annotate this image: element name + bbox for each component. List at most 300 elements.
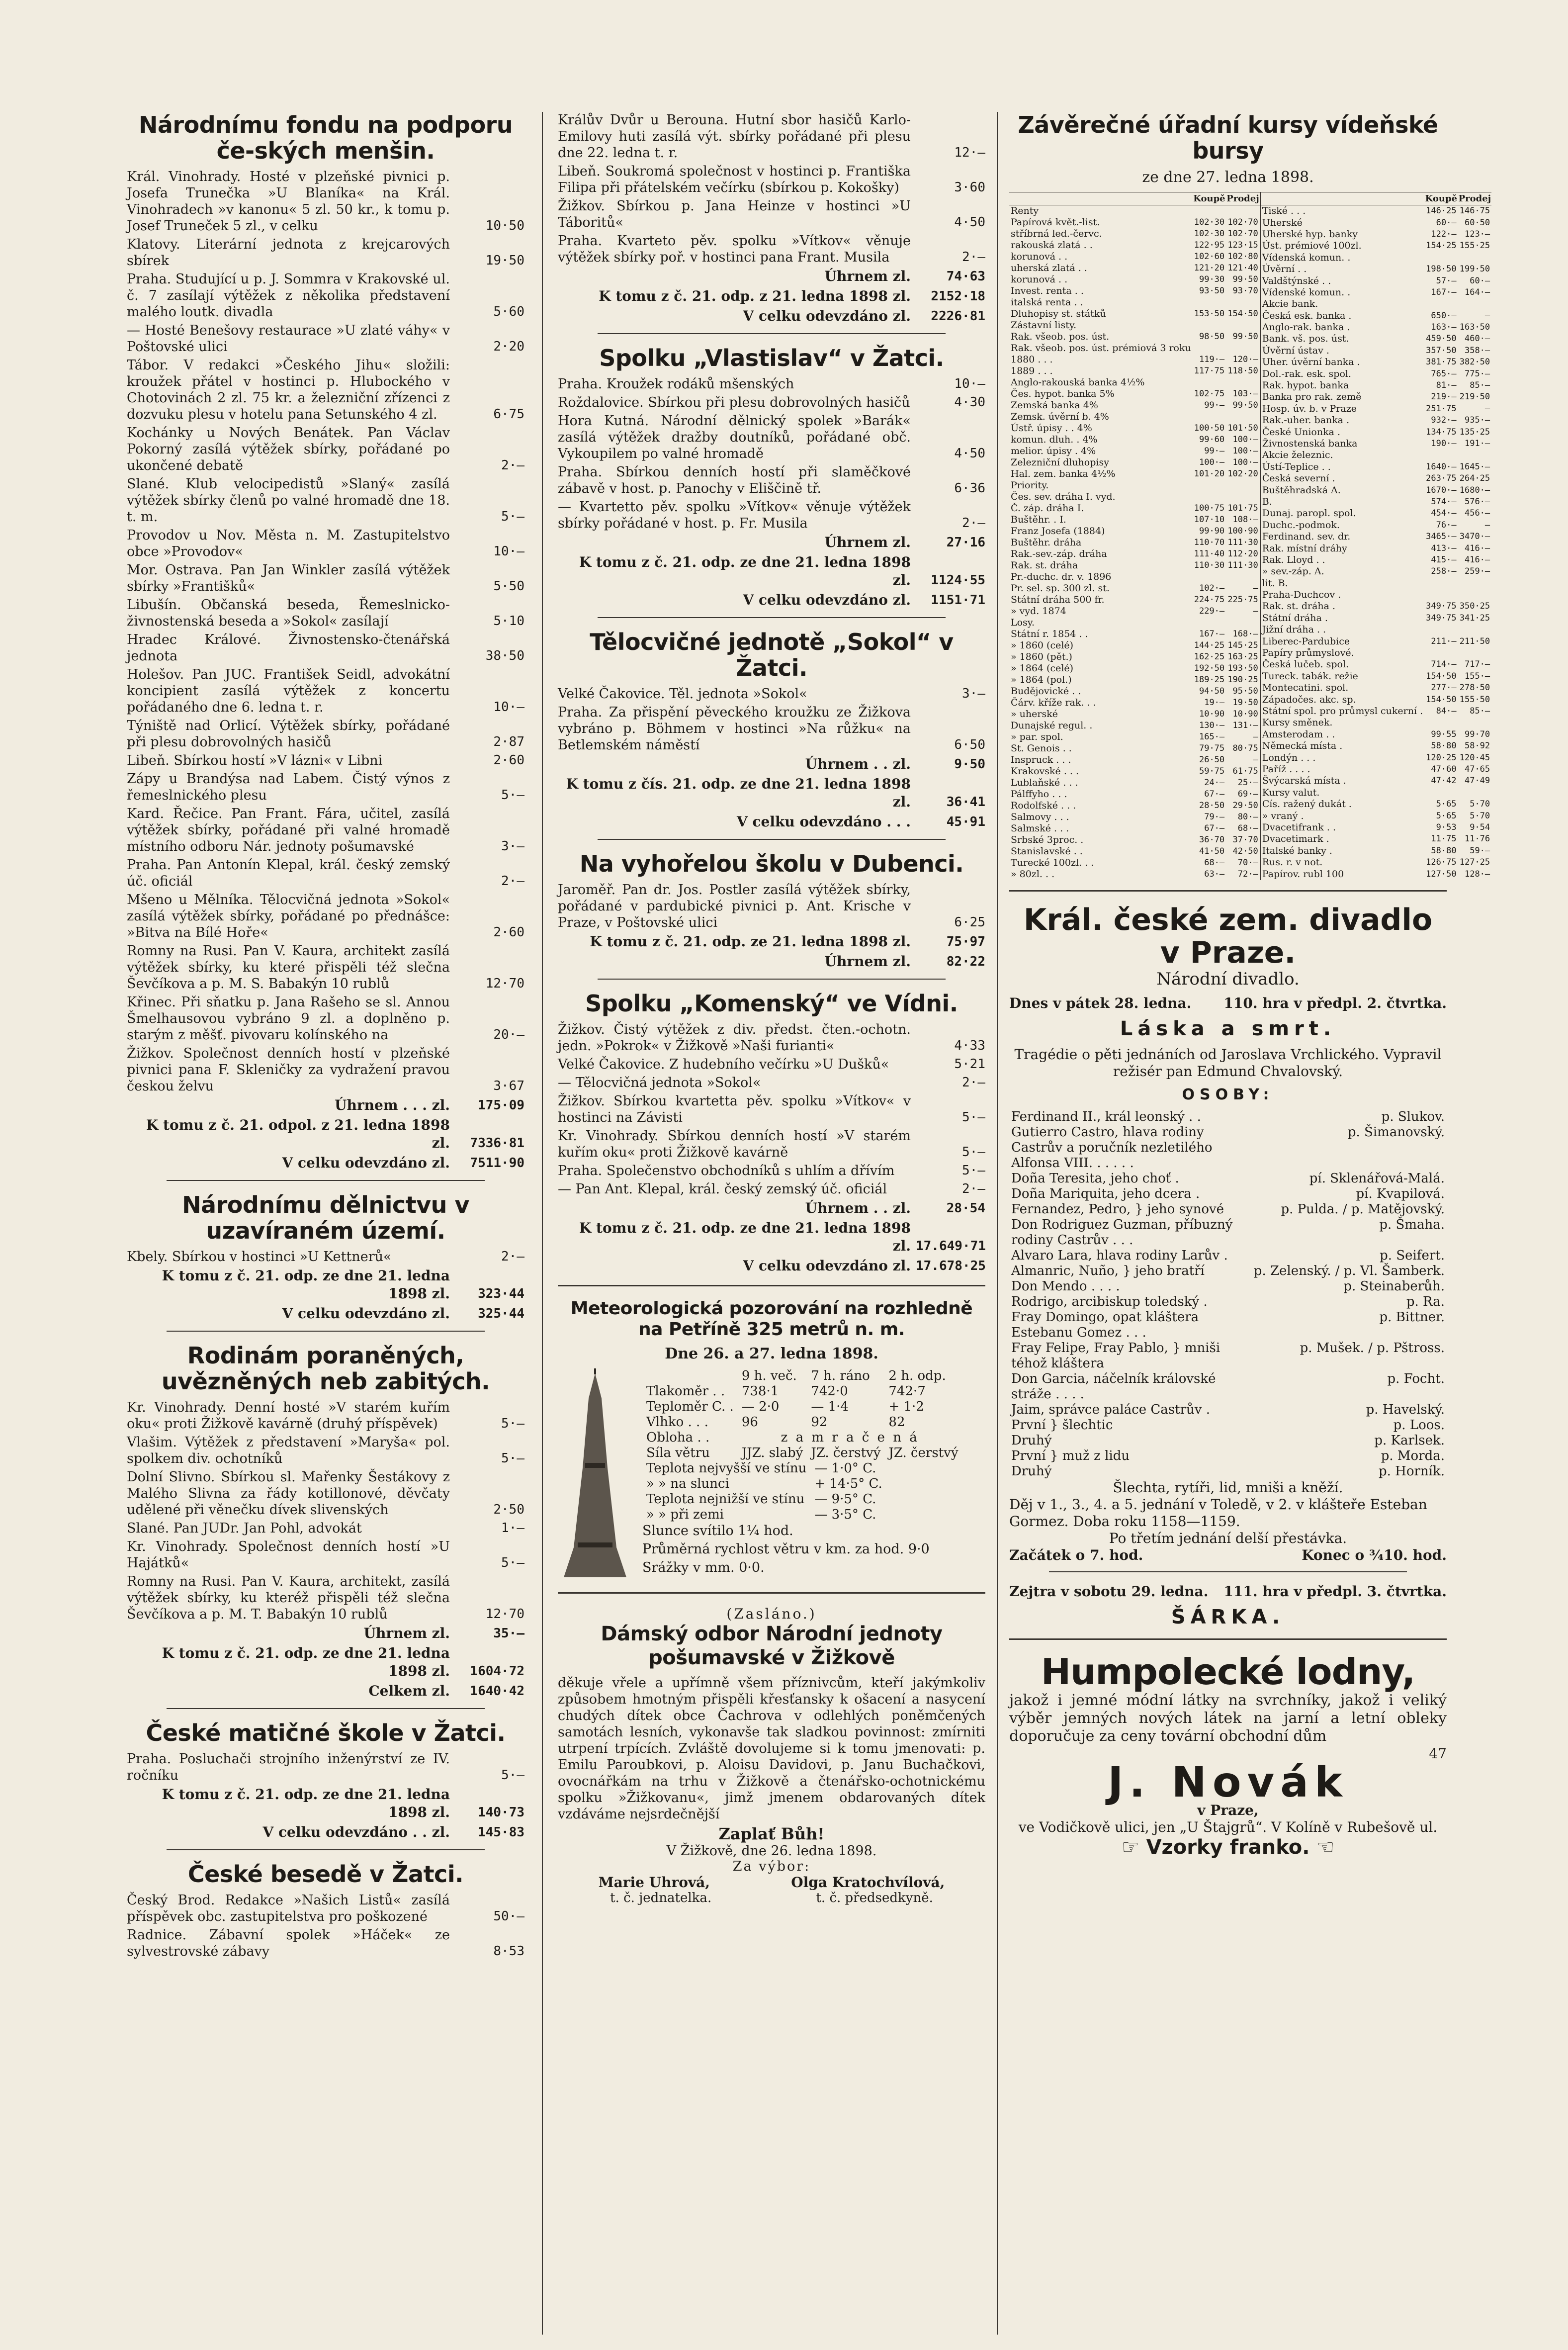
col-header: Koupě [1193,192,1226,205]
rate-row [1260,345,1491,357]
rate-label: Německá místa . [1262,740,1343,752]
entry-text: Žižkov. Sbírkou kvartetta pěv. spolku »Vítkov« v hostinci na Závisti [558,1093,911,1125]
rate-row [1260,531,1491,542]
rate-value: 61·75 [1232,766,1258,776]
rate-row [1260,857,1491,868]
cast-row [1009,1202,1447,1217]
rate-value: 102·20 [1227,469,1258,479]
entry-amount: 6·36 [954,481,985,496]
rate-value: 191·— [1464,439,1490,449]
rate-row [1260,391,1491,403]
end-time: Konec o ¾10. hod. [1302,1547,1447,1563]
rate-value: 100·90 [1227,526,1258,536]
rate-value: 63·— [1204,869,1225,879]
rate-value [1193,320,1226,331]
rate-row [1260,252,1491,264]
rate-label: Liberec-Pardubice [1262,635,1350,647]
cast-actor: pí. Kvapilová. [1356,1186,1445,1201]
rate-value [1424,717,1458,728]
rate-value: 155·25 [1459,241,1490,251]
rate-value: 102·70 [1227,217,1258,227]
section-title: Národnímu dělnictvu v uzavíraném území. [182,1191,469,1244]
rate-value: — [1253,755,1258,765]
entry-amount: 5·— [501,1768,524,1783]
rate-value: 145·25 [1227,640,1258,650]
rate-row [1009,743,1260,754]
rate-label: Kursy směnek. [1262,717,1333,728]
entry-amount: 2·20 [493,339,524,354]
rate-value: 118·50 [1227,366,1258,376]
rate-label: Úvěrní . . [1262,264,1307,275]
notice-title: Dámský odbor Národní jednoty pošumavské v Žižkově [601,1623,943,1669]
rate-value: 80·75 [1232,743,1258,753]
rate-value: 163·— [1431,322,1457,333]
divider [558,1285,985,1286]
meteo-date: Dne 26. a 27. ledna 1898. [665,1345,878,1362]
rate-value: 112·20 [1227,549,1258,559]
entry-amount: 8·53 [493,1944,524,1959]
rate-value: 126·75 [1426,857,1457,868]
rate-row [1260,380,1491,391]
entry-amount: 10·— [493,700,524,715]
entry-amount: 20·— [493,1027,524,1042]
rate-value: 67·— [1204,823,1225,833]
rate-value: 258·— [1431,566,1457,577]
rate-label: Švýcarská místa . [1262,775,1346,787]
rate-value: 144·25 [1194,640,1225,650]
rate-value [1226,205,1260,217]
rate-value: 111·30 [1227,538,1258,547]
rate-row [1009,457,1260,468]
cast-role: Fernandez, Pedro, } jeho synové [1011,1202,1224,1217]
rate-row [1009,274,1260,285]
rate-row [1260,706,1491,717]
rate-label: Buštěhr. . I. [1011,514,1066,525]
divider [1049,1571,1407,1572]
entry-amount: 2·— [962,1075,985,1090]
donation-entry [127,236,524,269]
divider [598,333,946,334]
entry-amount: 2·60 [493,925,524,940]
rate-value: 127·50 [1426,869,1457,879]
times-row [1009,1547,1447,1563]
previous-total: K tomu z č. 21. odp. z 21. ledna 1898 zl. 2152·18 [599,288,985,304]
cast-actor: p. Bittner. [1379,1310,1445,1325]
subtotal: Úhrnem . . . zl. 175·09 [335,1097,524,1113]
donation-entry [127,892,524,941]
grand-total: V celku odevzdáno zl. 1151·71 [743,592,985,608]
rate-value: 72·— [1237,869,1258,879]
rate-value: 1645·— [1459,461,1490,472]
theater-title: Král. české zem. divadlo v Praze. [1023,903,1433,970]
entry-amount: 10·— [954,376,985,391]
rate-label: Západočes. akc. sp. [1262,694,1356,705]
rate-row [1009,228,1260,240]
divider [1009,1638,1447,1640]
rate-value: 24·— [1204,778,1225,788]
rate-value: 102·60 [1194,252,1225,262]
rate-value: 47·42 [1431,776,1457,786]
rate-value: 102·75 [1194,389,1225,399]
rate-row [1260,542,1491,554]
meteo-row-label: Vlhko . . . [646,1415,708,1430]
entry-text: Tábor. V redakci »Českého Jihu« složili: kroužek přátel v hostinci p. Hlubockého v Chotovinách 2 zl. 75 kr. a železniční zřízenci z dozvuku plesu v hotelu pana Setunského 4 zl. [127,358,450,422]
donation-entry [127,322,524,355]
cast-row [1009,1125,1447,1171]
cast-role: Druhý [1011,1464,1052,1479]
entry-amount: 5·— [501,1451,524,1466]
rate-value [1193,205,1226,217]
rate-row [1260,496,1491,508]
rate-row [1260,833,1491,845]
rate-label: Papíry průmyslové. [1262,647,1354,659]
rate-value: 41·50 [1199,846,1225,856]
entry-amount: 2·87 [493,734,524,749]
rate-value: 193·50 [1227,663,1258,673]
rate-value: 100·— [1232,435,1258,445]
rate-label: Papírov. rubl 100 [1262,868,1344,880]
donation-entry [558,376,985,392]
rate-value: 60·50 [1464,217,1490,228]
entry-text: Velké Čakovice. Těl. jednota »Sokol« [558,686,807,702]
cast-actor: p. Loos. [1393,1418,1445,1433]
subtotal: Úhrnem zl. 35·— [363,1625,524,1641]
rate-value: 1640·— [1426,461,1457,472]
entry-text: Kr. Vinohrady. Společnost denních hostí »U Hajátků« [127,1539,450,1571]
rate-row [1009,263,1260,274]
rate-label: Vídenské komun. . [1262,286,1351,298]
rate-value: — [1484,520,1490,530]
signature-role: t. č. předsedkyně. [816,1891,933,1905]
rate-row [1260,229,1491,240]
entry-list [558,882,985,931]
col-header: Prodej [1226,192,1260,205]
previous-total: K tomu z č. 21. odp. ze dne 21. ledna 1898 zl. 323·44 [162,1267,524,1302]
grand-total: V celku odevzdáno zl. 2226·81 [743,308,985,324]
rate-value: 131·— [1232,721,1258,730]
rate-value: 100·— [1232,446,1258,456]
rate-row [1260,787,1491,799]
rate-value: 135·25 [1459,427,1490,437]
rate-label: Duchc.-podmok. [1262,519,1340,531]
rate-value [1424,624,1458,635]
rate-label: Papírová květ.-list. [1011,217,1100,228]
donation-entry [127,1573,524,1623]
entry-amount: 6·50 [954,737,985,752]
cast-actor: p. Steinaberůh. [1343,1279,1445,1294]
cast-role: Ferdinand II., král leonský . . [1011,1109,1201,1124]
rate-row [1260,240,1491,252]
meteo-row-label: Oblohа . . [646,1430,710,1445]
rate-value [1226,571,1260,583]
rate-label: Italské banky . [1262,845,1332,856]
rate-value: 19·50 [1232,698,1258,708]
rate-row [1260,845,1491,856]
entry-amount: 12·70 [485,1607,524,1622]
entry-list [127,1399,524,1623]
rate-row [1260,484,1491,496]
meteo-wind-speed: Průměrná rychlost větru v km. za hod. 9·0 [642,1541,930,1557]
meteo-time: 9 h. več. [741,1368,797,1383]
rate-row [1260,333,1491,345]
rate-value: 121·40 [1227,263,1258,273]
entry-text: Dolní Slivno. Sbírkou sl. Mařenky Šestákovy z Malého Slivna za řády kotillonové, děvčaty udělené při věnečku dívek slivenských [127,1469,450,1518]
entry-text: Slané. Pan JUDr. Jan Pohl, advokát [127,1521,362,1536]
rate-value: 99·60 [1199,435,1225,445]
rate-row [1260,217,1491,228]
rate-row [1009,423,1260,434]
rate-value: 69·— [1237,789,1258,799]
column-3 [1009,111,1491,1859]
section-title: České besedě v Žatci. [187,1861,464,1888]
rate-value: 576·— [1464,496,1490,507]
subtotal: Úhrnem . . zl. 28·54 [805,1200,985,1216]
rate-row [1260,799,1491,810]
rate-value [1193,571,1226,583]
rate-label: Rak.-sev.-záp. dráha [1011,548,1107,559]
rate-label: Č. záp. dráha I. [1011,503,1084,514]
entry-text: Roždalovice. Sbírkou při plesu dobrovolných hasičů [558,395,910,410]
rate-value: 163·50 [1459,322,1490,333]
donation-entry [558,394,985,411]
rate-value: 358·— [1464,345,1490,356]
rate-label: » 1864 (pol.) [1011,674,1072,685]
rate-label: Rak. st. dráha . [1262,601,1336,612]
rate-row [1260,775,1491,787]
entry-amount: 3·— [962,686,985,701]
entry-amount: 2·— [962,516,985,531]
rate-label: Inspruck . . . [1011,754,1071,765]
rate-label: Státní dráha . [1262,612,1328,624]
rate-value: 79·— [1204,812,1225,822]
entry-amount: 5·50 [493,579,524,594]
rate-value: 264·25 [1459,473,1490,484]
rate-value: 168·— [1232,629,1258,639]
rate-value: 349·75 [1426,613,1457,623]
rate-label: » uherské [1011,709,1058,720]
previous-total: K tomu z č. 21. odp. ze dne 21. ledna 1898 zl. 140·73 [162,1786,524,1820]
rate-row [1009,411,1260,423]
rate-value [1424,787,1458,799]
rate-value: 67·— [1204,789,1225,799]
rate-row [1009,812,1260,823]
rate-value: 47·49 [1464,776,1490,786]
rate-label: Česká lučeb. spol. [1262,659,1349,670]
rate-value: 119·— [1199,355,1225,364]
entry-list [127,1249,524,1265]
cast-row [1009,1171,1447,1186]
rate-value: 153·50 [1194,309,1225,319]
signature-roles [558,1891,985,1905]
cast-role: Doña Mariquita, jeho dcera . [1011,1186,1200,1201]
rate-value: 5·70 [1470,799,1490,810]
rate-value: 57·— [1436,275,1457,286]
rate-value: 932·— [1431,415,1457,426]
rate-value: 350·25 [1459,601,1490,612]
sent-label: (Zasláno.) [726,1606,817,1622]
rate-value: 94·50 [1199,686,1225,696]
rate-row [1260,822,1491,833]
rate-value: 765·— [1431,368,1457,379]
cast-actor: p. Karlsek. [1374,1433,1445,1448]
entry-text: Praha. Studující u p. J. Sommra v Krakovské ul. č. 7 zasílají výtěžek z několika představení malého loutk. divadla [127,271,450,320]
rate-row [1260,671,1491,682]
rate-value: 3465·— [1426,532,1457,542]
rate-label: Rak. místní dráhy [1262,542,1347,554]
rate-value: 10·90 [1199,709,1225,719]
entry-text: Praha. Kvarteto pěv. spolku »Vítkov« věnuje výtěžek sbírky poř. v hostinci pana Frant. Musila [558,233,911,265]
rate-label: Rak. Lloyd . . [1262,554,1325,565]
rate-row [1009,365,1260,377]
entry-amount: 2·— [501,1249,524,1264]
grand-total: V celku odevzdáno zl. 7511·90 [282,1155,524,1171]
rate-value: 42·50 [1232,846,1258,856]
rate-value: 98·50 [1199,332,1225,342]
entry-text: Křinec. Při sňatku p. Jana Rašeho se sl. Annou Šmelhausovou vybráno 9 zl. a doplněno p. starým z měšť. pivovaru kolínského na [127,994,450,1043]
rate-label: Uher. úvěrní banka . [1262,357,1360,368]
rate-value: 456·— [1464,508,1490,519]
subtotal: Úhrnem . . zl. 9·50 [805,756,985,772]
rate-label: Pr. sel. sp. 300 zl. st. [1011,583,1110,594]
cast-role: První } šlechtic [1011,1418,1113,1433]
grand-total: V celku odevzdáno . . . 45·91 [737,813,985,830]
rate-value: 190·25 [1227,675,1258,685]
meteo-row-label: Teplota nejvyšší ve stínu [646,1461,807,1476]
entry-amount: 4·50 [954,215,985,230]
rate-row [1009,468,1260,480]
signature: Olga Kratochvílová, [791,1874,945,1891]
cast-actor: p. Seifert. [1380,1248,1445,1263]
rate-value: 190·— [1431,439,1457,449]
entry-list [127,169,524,1094]
entry-text: Velké Čakovice. Z hudebního večírku »U Dušků« [558,1057,889,1072]
entry-text: Radnice. Zábavní spolek »Háček« ze sylvestrovské zábavy [127,1927,450,1959]
grand-total: V celku odevzdáno zl. 17.678·25 [743,1258,986,1274]
rate-value: 155·— [1464,671,1490,681]
meteo-value: — 1·0° C. [814,1461,876,1476]
rate-value: 68·— [1237,823,1258,833]
entry-amount: 5·60 [493,304,524,319]
rate-row [1260,566,1491,577]
rate-row [1009,240,1260,251]
rate-value: 165·— [1199,732,1225,742]
donation-entry [127,271,524,320]
donation-entry [127,357,524,423]
subtotal: Úhrnem zl. 27·16 [824,534,985,550]
rate-value: 154·50 [1227,309,1258,319]
rate-value: 120·— [1232,355,1258,364]
rate-label: Priority. [1011,480,1049,491]
rate-value [1226,617,1260,629]
entry-text: — Tělocvičná jednota »Sokol« [558,1075,761,1090]
rate-label: St. Genois . . [1011,743,1072,754]
rate-value: 95·50 [1232,686,1258,696]
rate-label: Čes. sev. dráha I. vyd. [1011,491,1116,502]
meteo-rain: Srážky v mm. 0·0. [642,1560,765,1575]
rate-value: 99·70 [1464,729,1490,739]
entry-text: — Pan Ant. Klepal, král. český zemský úč. oficiál [558,1181,887,1197]
cast-role: Jaim, správce paláce Castrův . [1011,1402,1210,1417]
rate-value: 11·76 [1464,834,1490,844]
notice-committee: Za výbor: [732,1859,811,1874]
rate-row [1009,606,1260,617]
previous-total: K tomu z č. 21. odp. ze 21. ledna 1898 zl. 75·97 [590,933,985,950]
cast-row [1009,1186,1447,1202]
entry-text: Libeň. Soukromá společnost v hostinci p. Františka Filipa při přátelském večírku (sbírkou p. Kokošky) [558,164,911,195]
rate-value [1458,787,1492,799]
rate-value: 102·30 [1194,229,1225,239]
entry-amount: 3·60 [954,180,985,195]
rate-value: 416·— [1464,543,1490,553]
entry-text: Libušín. Občanská beseda, Řemeslnicko-živnostenská beseda a »Sokol« zasílají [127,597,450,629]
rate-value: 59·75 [1199,766,1225,776]
rate-row [1009,434,1260,446]
rate-row [1260,368,1491,379]
rate-value [1458,450,1492,461]
cast-row [1009,1279,1447,1294]
rate-value: 167·— [1199,629,1225,639]
divider [167,1180,485,1181]
rate-value: 99·50 [1232,332,1258,342]
rate-row [1260,659,1491,670]
entry-text: Mšeno u Mělníka. Tělocvičná jednota »Sokol« zasílá výtěžek sbírky, pořádané po přednášce: »Bitva na Bílé Hoře« [127,892,450,940]
entry-list [127,1751,524,1784]
donation-entry [558,1075,985,1091]
entry-text: Český Brod. Redakce »Našich Listů« zasílá příspěvek obc. zastupitelstva pro poškozené [127,1893,450,1924]
rate-value: 162·25 [1194,652,1225,662]
rate-value: 76·— [1436,520,1457,530]
rate-value: 146·25 [1426,206,1457,216]
cast-actor: p. Mušek. / p. Pštross. [1300,1341,1445,1356]
donation-entry [127,994,524,1043]
cast-actor: p. Pulda. / p. Matějovský. [1281,1202,1445,1217]
rate-value: 25·— [1237,778,1258,788]
rate-row [1009,320,1260,331]
signatures [558,1874,985,1891]
entry-amount: 12·70 [485,976,524,991]
cast-row [1009,1464,1447,1479]
rate-value: 60·— [1436,217,1457,228]
rate-value: 163·25 [1227,652,1258,662]
rate-value: 11·75 [1431,834,1457,844]
rate-row [1260,554,1491,566]
rate-value: 19·— [1204,698,1225,708]
grand-total: V celku odevzdáno . . zl. 145·83 [262,1824,524,1840]
entry-text: Praha. Společenstvo obchodníků s uhlím a dřívím [558,1163,895,1178]
rate-label: Renty [1011,205,1039,216]
donation-entry [127,597,524,630]
rate-value: 211·— [1431,636,1457,646]
rate-value: 80·— [1237,812,1258,822]
entry-text: Týniště nad Orlicí. Výtěžek sbírky, pořádané při plesu dobrovolných hasičů [127,718,450,750]
rate-value: 99·90 [1199,526,1225,536]
rate-value: 121·20 [1194,263,1225,273]
entry-amount: 6·25 [954,915,985,930]
rate-label: Bank. vš. pos. úst. [1262,333,1349,345]
meteo-row-label: Tlakoměr . . [646,1384,725,1399]
cast-actor: p. Ra. [1406,1294,1445,1309]
meteo-row-label: Teploměr C. . [646,1399,734,1414]
col-header: Koupě [1424,192,1458,205]
rate-label: Hosp. úv. b. v Praze [1262,403,1357,414]
rate-value [1458,252,1492,264]
donation-entry [558,233,985,266]
rate-label: Amsterodam . . [1262,728,1335,740]
rate-value: 1670·— [1426,485,1457,495]
cast-table [1009,1109,1447,1479]
rate-value: — [1253,606,1258,616]
rate-value: 85·— [1470,380,1490,391]
